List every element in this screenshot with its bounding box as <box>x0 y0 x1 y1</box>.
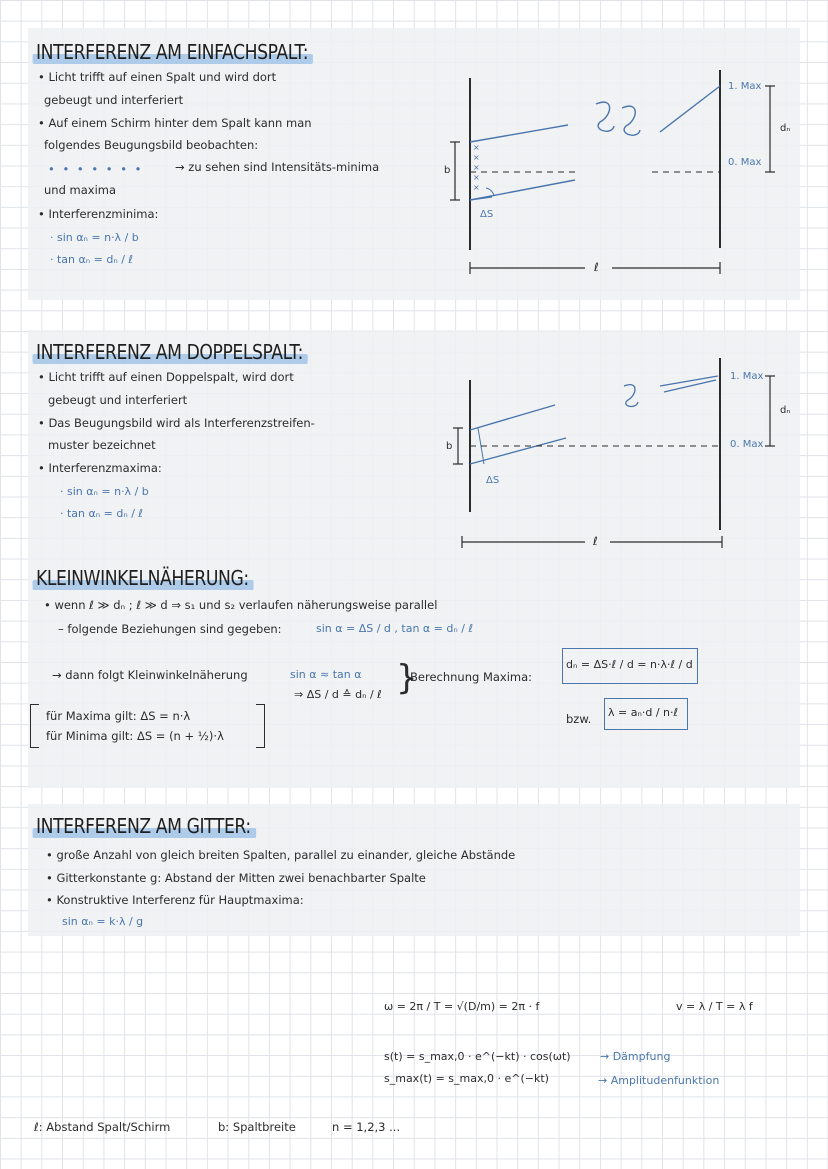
s2-label-1max: 1. Max <box>730 371 764 382</box>
s3-bzw: bzw. <box>566 712 592 726</box>
s1-line-5: → zu sehen sind Intensitäts-minima <box>175 160 380 174</box>
s1-formula-sin: · sin αₙ = n·λ / b <box>50 231 139 244</box>
s1-line-6: und maxima <box>44 183 117 197</box>
s2-formula-tan: · tan αₙ = dₙ / ℓ <box>60 507 143 520</box>
s2-label-ds: ΔS <box>486 475 500 486</box>
s1-label-dn: dₙ <box>780 123 791 134</box>
extra-velocity: v = λ / T = λ f <box>676 1000 753 1013</box>
heading-kleinwinkel: KLEINWINKELNÄHERUNG: <box>36 566 249 590</box>
svg-text:×: × <box>473 183 480 192</box>
s2-line-4: muster bezeichnet <box>48 438 156 452</box>
extra-s-t: s(t) = s_max,0 · e^(−kt) · cos(ωt) <box>384 1050 571 1063</box>
s2-line-3: • Das Beugungsbild wird als Interferenzstreifen- <box>38 416 315 430</box>
svg-text:×: × <box>473 173 480 182</box>
s3-brace: } <box>396 658 418 698</box>
s1-dots: • • • • • • • <box>48 162 144 176</box>
heading-gitter: INTERFERENZ AM GITTER: <box>36 814 251 838</box>
s3-line-1: • wenn ℓ ≫ dₙ ; ℓ ≫ d ⇒ s₁ und s₂ verlaufen näherungsweise parallel <box>44 598 438 612</box>
s2-line-2: gebeugt und interferiert <box>48 393 188 407</box>
s2-ray-lower <box>470 438 566 464</box>
s1-line-7: • Interferenzminima: <box>38 207 159 221</box>
svg-text:×: × <box>473 163 480 172</box>
s3-line-2: – folgende Beziehungen sind gegeben: <box>58 622 282 636</box>
s2-label-l: ℓ <box>593 534 598 548</box>
s3-formula-b: ⇒ ΔS / d ≙ dₙ / ℓ <box>294 688 382 701</box>
extra-s-t-note: → Dämpfung <box>600 1050 671 1063</box>
s4-formula: sin αₙ = k·λ / g <box>62 915 144 928</box>
s1-formula-tan: · tan αₙ = dₙ / ℓ <box>50 253 133 266</box>
s3-minima-rule: für Minima gilt: ΔS = (n + ½)·λ <box>46 729 224 743</box>
s3-maxima-rule: für Maxima gilt: ΔS = n·λ <box>46 709 191 723</box>
s2-label-dn: dₙ <box>780 405 791 416</box>
s3-formula-a: sin α ≈ tan α <box>290 668 362 681</box>
svg-text:×: × <box>473 143 480 152</box>
s1-line-2: gebeugt und interferiert <box>44 93 184 107</box>
s2-label-0max: 0. Max <box>730 439 764 450</box>
extra-omega: ω = 2π / T = √(D/m) = 2π · f <box>384 1000 540 1013</box>
s1-line-3: • Auf einem Schirm hinter dem Spalt kann man <box>38 116 312 130</box>
extra-smax-note: → Amplitudenfunktion <box>598 1074 720 1087</box>
heading-einfachspalt: INTERFERENZ AM EINFACHSPALT: <box>36 40 309 64</box>
s1-line-1: • Licht trifft auf einen Spalt und wird dort <box>38 70 277 84</box>
s3-box-dn-text: dₙ = ΔS·ℓ / d = n·λ·ℓ / d <box>566 658 693 671</box>
s1-label-0max: 0. Max <box>728 157 762 168</box>
s3-rules-bracket-right <box>256 704 265 748</box>
s3-line-2-formula: sin α = ΔS / d , tan α = dₙ / ℓ <box>316 622 473 635</box>
heading-doppelspalt: INTERFERENZ AM DOPPELSPALT: <box>36 340 303 364</box>
s4-line-1: • große Anzahl von gleich breiten Spalten, parallel zu einander, gleiche Abstände <box>46 848 516 862</box>
s1-line-4: folgendes Beugungsbild beobachten: <box>44 138 259 152</box>
legend-n: n = 1,2,3 ... <box>332 1120 401 1134</box>
s2-line-5: • Interferenzmaxima: <box>38 461 162 475</box>
s2-formula-sin: · sin αₙ = n·λ / b <box>60 485 149 498</box>
s3-box-lambda-text: λ = aₙ·d / n·ℓ <box>608 706 679 719</box>
s2-break-mark <box>624 385 638 407</box>
s1-label-1max: 1. Max <box>728 81 762 92</box>
s4-line-3: • Konstruktive Interferenz für Hauptmaxima: <box>46 893 304 907</box>
s3-rules-bracket-left <box>30 704 39 748</box>
s1-label-ds: ΔS <box>480 209 494 220</box>
s2-ray-upper <box>470 405 555 430</box>
s3-berechnung: Berechnung Maxima: <box>410 670 533 684</box>
s3-line-3: → dann folgt Kleinwinkelnäherung <box>52 668 248 682</box>
s2-label-b: b <box>446 441 453 452</box>
s4-line-2: • Gitterkonstante g: Abstand der Mitten zwei benachbarter Spalte <box>46 871 426 885</box>
legend-b: b: Spaltbreite <box>218 1120 296 1134</box>
s1-label-b: b <box>444 165 451 176</box>
legend-l: ℓ: Abstand Spalt/Schirm <box>34 1120 171 1134</box>
s2-ray-max-2 <box>664 380 716 392</box>
extra-smax: s_max(t) = s_max,0 · e^(−kt) <box>384 1072 549 1085</box>
svg-text:×: × <box>473 153 480 162</box>
s2-line-1: • Licht trifft auf einen Doppelspalt, wird dort <box>38 370 294 384</box>
s1-label-l: ℓ <box>594 260 599 274</box>
